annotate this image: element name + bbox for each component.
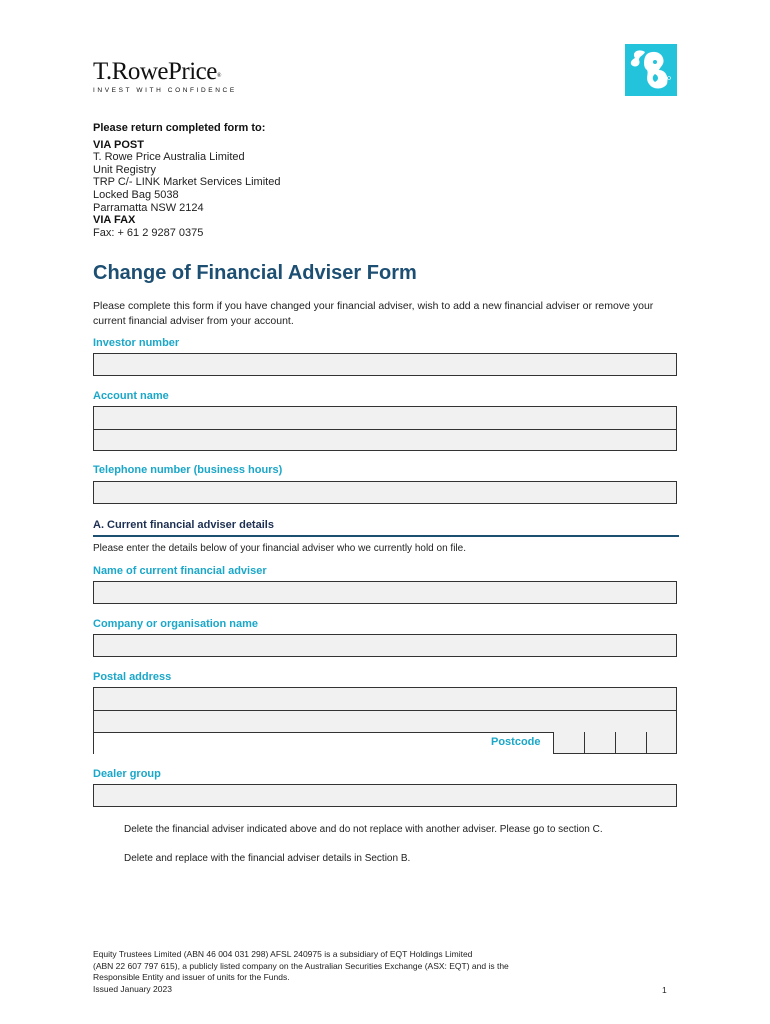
footer-line: Responsible Entity and issuer of units for the Funds. [93, 972, 290, 982]
postcode-digit-2[interactable] [584, 732, 615, 754]
trademark-mark: ® [216, 73, 221, 79]
postcode-bottom-rule [553, 753, 677, 754]
form-title: Change of Financial Adviser Form [93, 262, 417, 284]
post-line: TRP C/- LINK Market Services Limited [93, 176, 281, 189]
section-a-intro: Please enter the details below of your financial adviser who we currently hold on file. [93, 543, 466, 554]
adviser-name-field[interactable] [93, 581, 677, 604]
postcode-digit-4[interactable] [646, 732, 677, 754]
replace-adviser-option[interactable]: Delete and replace with the financial adviser details in Section B. [124, 853, 411, 864]
field-divider [94, 710, 676, 711]
adviser-name-label: Name of current financial adviser [93, 565, 267, 577]
telephone-field[interactable] [93, 481, 677, 504]
footer-line: Issued January 2023 [93, 983, 172, 994]
delete-adviser-option[interactable]: Delete the financial adviser indicated above and do not replace with another adviser. Please go to section C. [124, 824, 603, 835]
postcode-digit-1[interactable] [553, 732, 584, 754]
return-heading: Please return completed form to: [93, 122, 266, 134]
ram-logo-icon [625, 44, 677, 96]
footer-line: Equity Trustees Limited (ABN 46 004 031 298) AFSL 240975 is a subsidiary of EQT Holdings Limited [93, 949, 473, 959]
telephone-label: Telephone number (business hours) [93, 464, 283, 476]
address-line-blank [94, 733, 554, 754]
investor-number-field[interactable] [93, 353, 677, 376]
form-intro: Please complete this form if you have changed your financial adviser, wish to add a new financial adviser or remove your current financial adviser from your account. [93, 300, 654, 327]
brand-logo [93, 58, 237, 94]
via-fax-label: VIA FAX [93, 214, 136, 227]
postcode-label: Postcode [491, 736, 541, 748]
via-post-label: VIA POST [93, 138, 144, 151]
post-line: Unit Registry [93, 163, 156, 176]
brand-name: T.RowePrice [93, 58, 217, 85]
brand-tagline: INVEST WITH CONFIDENCE [93, 87, 237, 94]
page-number: 1 [662, 985, 667, 995]
post-line: Parramatta NSW 2124 [93, 201, 204, 214]
fax-number: Fax: + 61 2 9287 0375 [93, 226, 204, 239]
section-a-title: A. Current financial adviser details [93, 519, 274, 531]
dealer-group-label: Dealer group [93, 768, 161, 780]
company-name-field[interactable] [93, 634, 677, 657]
section-divider [93, 535, 679, 537]
post-line: Locked Bag 5038 [93, 188, 179, 201]
post-line: T. Rowe Price Australia Limited [93, 151, 245, 164]
account-name-field[interactable] [93, 406, 677, 451]
investor-number-label: Investor number [93, 337, 180, 349]
footer-line: (ABN 22 607 797 615), a publicly listed company on the Australian Securities Exchange (ASX: EQT) and is the [93, 960, 509, 971]
account-name-label: Account name [93, 390, 169, 402]
footer-legal [93, 949, 593, 995]
return-instructions [93, 122, 280, 239]
postal-address-label: Postal address [93, 671, 172, 683]
company-name-label: Company or organisation name [93, 618, 259, 630]
dealer-group-field[interactable] [93, 784, 677, 807]
postcode-digit-3[interactable] [615, 732, 646, 754]
field-divider [94, 429, 676, 430]
